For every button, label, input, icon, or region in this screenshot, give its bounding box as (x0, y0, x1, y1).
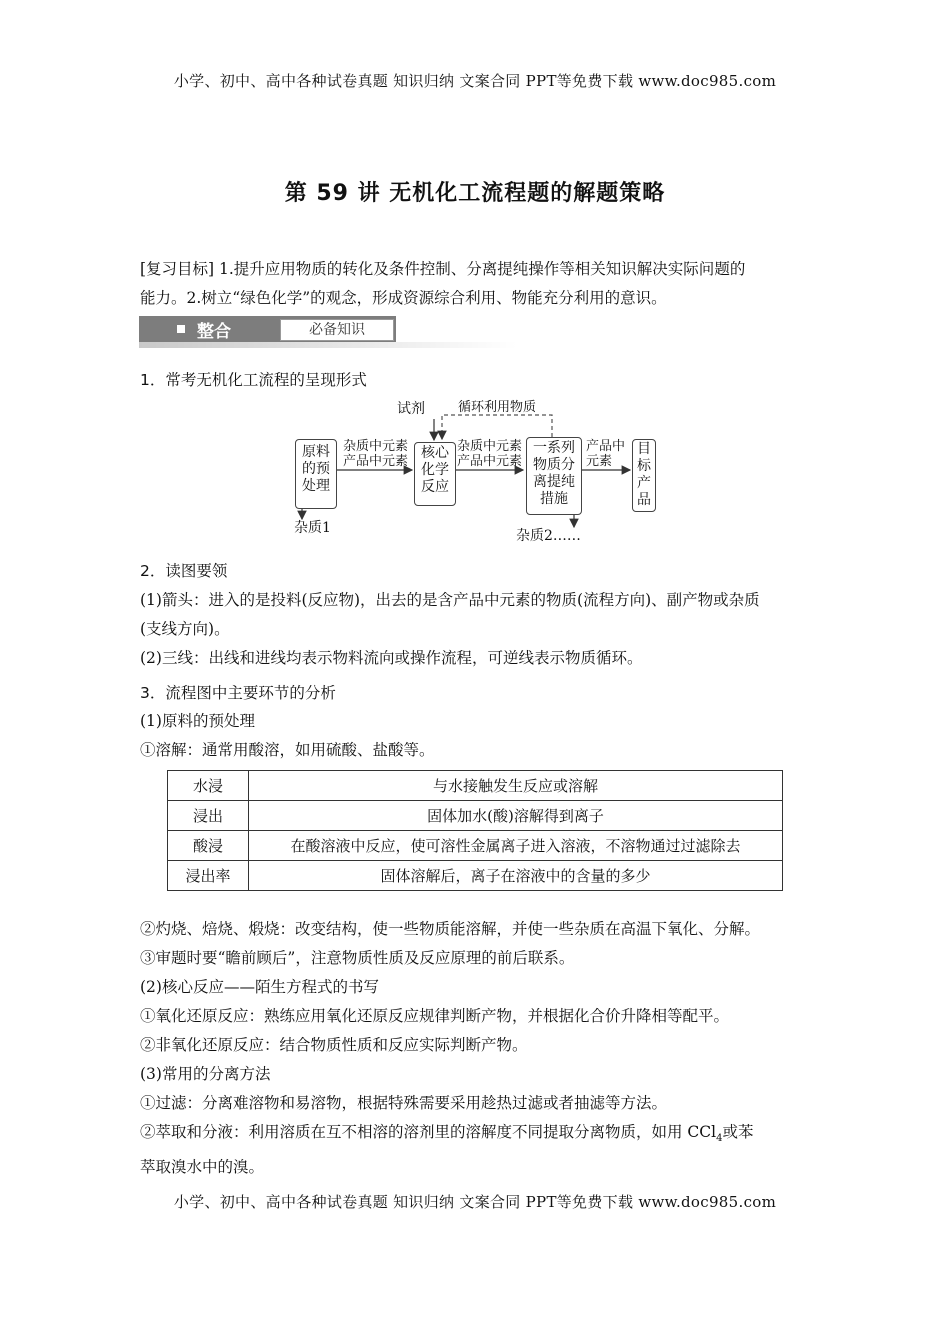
section-3-heading: 3．流程图中主要环节的分析 (140, 684, 336, 702)
extraction-note: ②萃取和分液：利用溶质在互不相溶的溶剂里的溶解度不同提取分离物质，如用 CCl$_4$或苯 (140, 1123, 754, 1145)
arrow-note-line-2: (支线方向)。 (140, 620, 230, 638)
impurity-1-label: 杂质1 (294, 520, 331, 536)
filtration-note: ①过滤：分离难溶物和易溶物，根据特殊需要采用趁热过滤或者抽滤等方法。 (140, 1094, 668, 1112)
section-banner (139, 316, 517, 348)
table-cell-term: 浸出率 (168, 861, 249, 891)
table-cell-term: 水浸 (168, 771, 249, 801)
table-cell-desc: 在酸溶液中反应，使可溶性金属离子进入溶液，不溶物通过过滤除去 (249, 831, 783, 861)
section-2-body (140, 586, 812, 673)
page-footer: 小学、初中、高中各种试卷真题 知识归纳 文案合同 PPT等免费下载 www.doc985.com (173, 1193, 777, 1211)
section-1-heading: 1．常考无机化工流程的呈现形式 (140, 371, 367, 389)
leaching-table (167, 770, 783, 891)
impurity-2-label: 杂质2…… (516, 528, 581, 544)
review-line-2: 能力。2.树立“绿色化学”的观念，形成资源综合利用、物能充分利用的意识。 (140, 289, 667, 307)
reagent-label: 试剂 (397, 401, 425, 417)
page-title: 第 59 讲 无机化工流程题的解题策略 (284, 181, 666, 206)
arrow-note-line-1: (1)箭头：进入的是投料(反应物)，出去的是含产品中元素的物质(流程方向)、副产物或杂质 (140, 591, 760, 609)
lines-note: (2)三线：出线和进线均表示物料流向或操作流程，可逆线表示物质循环。 (140, 649, 643, 667)
review-note: ③审题时要“瞻前顾后”，注意物质性质及反应原理的前后联系。 (140, 949, 575, 967)
table-cell-desc: 固体溶解后，离子在溶液中的含量的多少 (249, 861, 783, 891)
flow-box-pretreatment: 原料 的预 处理 (295, 439, 337, 509)
section-3-intro (140, 707, 812, 765)
table-row (168, 801, 783, 831)
arrow-1-label: 杂质中元素 产品中元素 (343, 439, 409, 469)
calcination-note: ②灼烧、焙烧、煅烧：改变结构，使一些物质能溶解，并使一些杂质在高温下氧化、分解。 (140, 920, 761, 938)
page-header: 小学、初中、高中各种试卷真题 知识归纳 文案合同 PPT等免费下载 www.doc985.com (173, 72, 777, 90)
flow-box-separation: 一系列 物质分 离提纯 措施 (526, 437, 582, 515)
table-row (168, 831, 783, 861)
banner-tag: 必备知识 (280, 319, 394, 341)
table-cell-term: 酸浸 (168, 831, 249, 861)
separation-heading: (3)常用的分离方法 (140, 1065, 271, 1083)
flow-box-core-reaction: 核心 化学 反应 (414, 442, 456, 506)
dissolve-note: ①溶解：通常用酸溶，如用硫酸、盐酸等。 (140, 741, 435, 759)
redox-note: ①氧化还原反应：熟练应用氧化还原反应规律判断产物，并根据化合价升降相等配平。 (140, 1007, 730, 1025)
arrow-3-label: 产品中 元素 (586, 439, 626, 469)
pretreatment-heading: (1)原料的预处理 (140, 712, 255, 730)
table-cell-desc: 固体加水(酸)溶解得到离子 (249, 801, 783, 831)
recycle-label: 循环利用物质 (458, 400, 537, 415)
table-cell-term: 浸出 (168, 801, 249, 831)
table-row (168, 771, 783, 801)
section-2-heading: 2．读图要领 (140, 562, 228, 580)
flow-connectors (290, 395, 670, 555)
arrow-2-label: 杂质中元素 产品中元素 (457, 439, 523, 469)
flow-box-product: 目 标 产 品 (632, 439, 656, 512)
table-row (168, 861, 783, 891)
review-goals (140, 255, 812, 313)
flow-diagram (290, 395, 670, 555)
core-reaction-heading: (2)核心反应——陌生方程式的书写 (140, 978, 379, 996)
square-icon (177, 325, 185, 333)
non-redox-note: ②非氧化还原反应：结合物质性质和反应实际判断产物。 (140, 1036, 528, 1054)
review-line-1: [复习目标] 1.提升应用物质的转化及条件控制、分离提纯操作等相关知识解决实际问题的 (140, 260, 746, 278)
extraction-note-2: 萃取溴水中的溴。 (140, 1158, 265, 1177)
table-cell-desc: 与水接触发生反应或溶解 (249, 771, 783, 801)
banner-label: 整合 (197, 322, 231, 342)
section-3-body (140, 915, 812, 1182)
